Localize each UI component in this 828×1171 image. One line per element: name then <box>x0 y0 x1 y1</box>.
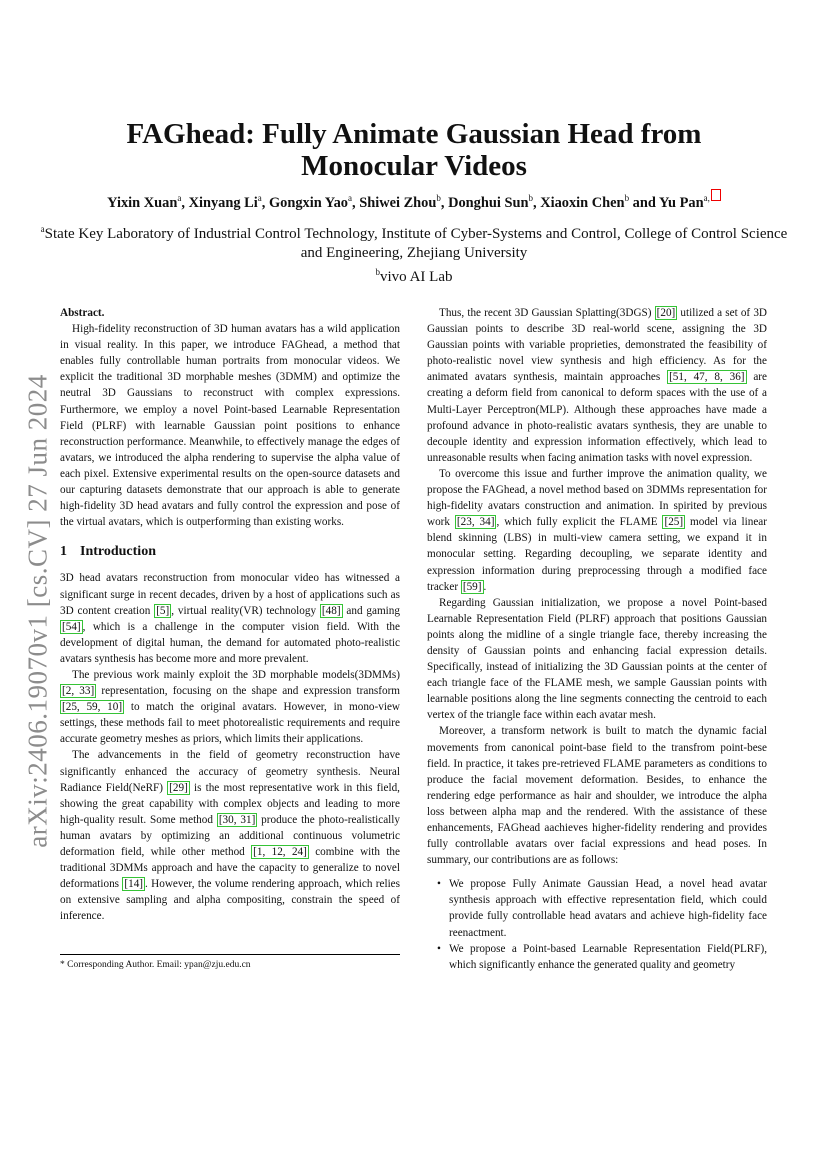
author-name: Gongxin Yao$^a$ <box>268 193 352 211</box>
footnote: * Corresponding Author. Email: ypan@zju.edu.cn <box>60 960 251 970</box>
paragraph-text: and gaming <box>342 604 400 617</box>
citation-link[interactable]: [30, 31] <box>218 813 256 826</box>
title-line-1: FAGhead: Fully Animate Gaussian Head from <box>126 118 702 150</box>
paragraph-text: Thus, the recent 3D Gaussian Splatting(3DGS) <box>439 307 655 319</box>
abstract-heading: Abstract. <box>60 307 105 319</box>
section-heading-introduction: 1 Introduction <box>60 544 156 560</box>
right-column <box>427 305 767 973</box>
paragraph-text: Regarding Gaussian initialization, we propose a novel Point-based Learnable Representation Field (PLRF) approach that positions Gaussian points along the midline of a single triangle face, thereby increasing the density of Gaussian points and enhancing facial expression details. Specifically, instead of initializing the 3D Gaussian points at the center of each triangle face of the FLAME mesh, we sample Gaussian points with learnable positions along the line segments connecting the centroid to each vertex of the triangle face within each avatar mesh. <box>427 596 767 722</box>
right-paragraph-3 <box>427 595 767 724</box>
citation-link[interactable]: [23, 34] <box>456 516 495 529</box>
paragraph-text: . <box>483 580 487 593</box>
paragraph-text: To overcome this issue and further improve the animation quality, we propose the FAGhead, a novel method based on 3DMMs representation for high-fidelity avatars construction and animation. In spirited by previous work <box>427 467 767 529</box>
paragraph-text: , which is a challenge in the computer vision field. With the development of digital human, the demand for automated photo-realistic avatars synthesis has become more and more prevalent. <box>60 620 400 665</box>
citation-link[interactable]: [29] <box>169 781 188 794</box>
right-paragraph-2 <box>427 466 767 595</box>
paragraph-text: 3D head avatars reconstruction from monocular video has witnessed a significant surge in recent decades, driven by a host of applications such as 3D content creation <box>60 572 400 617</box>
author-name: Donghui Sun$^b$ <box>448 193 533 211</box>
author-name: Xinyang Li$^a$ <box>188 193 262 211</box>
paragraph-text: . However, the volume rendering approach, which relies on extensive sampling and alpha compositing, constrain the speed of inference. <box>60 878 400 923</box>
intro-paragraph-3 <box>60 747 400 924</box>
paragraph-text: model via linear blend skinning (LBS) in multi-view camera setting, we expand it in monocular setting. Regarding decoupling, we separate identity and expression information during preprocessing through a modified face tracker <box>427 516 767 593</box>
right-paragraph-4 <box>427 723 767 868</box>
intro-paragraph-1 <box>60 570 400 667</box>
author-name: Yu Pan$^{a,}$ <box>658 193 710 211</box>
intro-paragraph-2 <box>60 667 400 747</box>
citation-link[interactable]: [51, 47, 8, 36] <box>669 371 745 384</box>
paragraph-text: Moreover, a transform network is built to match the dynamic facial movements from canonical point-base field to the transfrom point-bese field. In practice, it takes pre-retrieved FLAME parameters as conditions to produce the facial movement deformation. Besides, to enhance the rendering edge performance as hair and shoulder, we introduce the alpha loss between alpha map and the rendered. With the assistance of these enhancements, FAGhead aachieves higher-fidelity rendering and provides fully controllable avatars over facial expressions and head poses. In summary, our contributions are as follows: <box>427 725 767 867</box>
citation-link[interactable]: [25] <box>664 516 684 529</box>
affiliation-b: $^b$vivo AI Lab <box>375 267 453 285</box>
paragraph-text: The advancements in the field of geometry reconstruction have significantly enhanced the accuracy of geometry synthesis. Neural Radiance Field(NeRF) <box>60 749 400 794</box>
paragraph-text: utilized a set of 3D Gaussian points to describe 3D real-world scene, assigning the 3D Gaussian points with variable proprieties, demonstrated the feasibility of photo-realistic novel view synthesis and high efficiency. As for the animated avatars synthesis, maintain approaches <box>427 307 767 384</box>
contribution-item: • We propose Fully Animate Gaussian Head, a novel head avatar synthesis approach with effective representation field, which could provide fully controllable head avatars and achieve high-fidelity face reenactment. <box>439 876 767 940</box>
paragraph-text: The previous work mainly exploit the 3D morphable models(3DMMs) <box>72 668 400 681</box>
citation-link[interactable]: [59] <box>462 580 482 593</box>
title-line-2: Monocular Videos <box>301 150 527 182</box>
citation-link[interactable]: [14] <box>124 878 144 891</box>
right-paragraph-1 <box>427 305 767 466</box>
paragraph-text: produce the photo-realistically human avatars by optimizing an additional continuous volumetric deformation field, while other method <box>60 813 400 858</box>
paper-title <box>60 118 768 182</box>
citation-link[interactable]: [54] <box>62 620 81 633</box>
citation-link[interactable]: [48] <box>321 604 341 617</box>
paragraph-text: are creating a deform field from canonical to deform spaces with the use of a Multi-Layer Perceptron(MLP). Although these approaches have made a profound advance in photo-realistic avatars synthesis, they are unable to decouple identity and expression information effectively, which lead to unreasonable results when facing animation tasks with novel expression. <box>427 371 767 464</box>
citation-link[interactable]: [20] <box>656 307 676 319</box>
paragraph-text: representation, focusing on the shape and expression transform <box>96 685 401 698</box>
corresponding-author-link[interactable] <box>711 189 721 201</box>
author-name: Xiaoxin Chen$^b$ <box>540 193 630 211</box>
paragraph-text: to match the original avatars. However, in mono-view settings, these methods fail to meet photorealistic requirements and require accurate geometry meshes as priors, which limits their applications. <box>60 701 400 746</box>
affiliations <box>40 220 788 287</box>
left-column <box>60 305 400 924</box>
footnote-rule <box>60 954 400 955</box>
contribution-list <box>427 876 767 973</box>
citation-link[interactable]: [1, 12, 24] <box>253 846 307 858</box>
author-name: Shiwei Zhou$^b$ <box>359 193 441 211</box>
affiliation-a: $^a$State Key Laboratory of Industrial Control Technology, Institute of Cyber-Systems and Control, College of Control Science and Engineering, Zhejiang University <box>40 224 788 261</box>
paragraph-text: , virtual reality(VR) technology <box>171 604 320 617</box>
author-list: Yixin Xuan$^a$, Xinyang Li$^a$, Gongxin Yao$^a$, Shiwei Zhou$^b$, Donghui Sun$^b$, Xiaoxin Chen$^b$ and Yu Pan$^{a,}$ <box>60 189 768 212</box>
citation-link[interactable]: [5] <box>156 604 170 617</box>
paragraph-text: is the most representative work in this field, showing the great capability with complex objects and leading to more high-quality result. Some method <box>60 781 400 826</box>
paragraph-text: , which fully explicit the FLAME <box>496 516 663 529</box>
contribution-item: • We propose a Point-based Learnable Representation Field(PLRF), which significantly enhance the generated quality and geometry <box>439 941 767 973</box>
author-name: Yixin Xuan$^a$ <box>107 193 182 211</box>
citation-link[interactable]: [2, 33] <box>62 685 95 698</box>
arxiv-side-label: arXiv:2406.19070v1 [cs.CV] 27 Jun 2024 <box>22 374 53 848</box>
paragraph-text: combine with the traditional 3DMMs approach and have the capacity to generalize to novel deformations <box>60 846 400 891</box>
citation-link[interactable]: [25, 59, 10] <box>62 701 123 714</box>
abstract-text: High-fidelity reconstruction of 3D human avatars has a wild application in visual reality. In this paper, we introduce FAGhead, a method that enables fully controllable human portraits from monocular videos. We explicit the traditional 3D morphable meshes (3DMM) and optimize the neutral 3D Gaussians to reconstruct with complex expressions. Furthermore, we employ a novel Point-based Learnable Representation Field (PLRF) with learnable Gaussian point positions to enhance reconstruction performance. Meanwhile, to effectively manage the edges of avatars, we introduced the alpha rendering to supervise the alpha value of each pixel. Extensive experimental results on the open-source datasets and our capturing datasets demonstrate that our approach is able to generate high-fidelity 3D head avatars and fully control the expression and pose of the virtual avatars, which is outperforming than existing works. <box>60 323 400 529</box>
